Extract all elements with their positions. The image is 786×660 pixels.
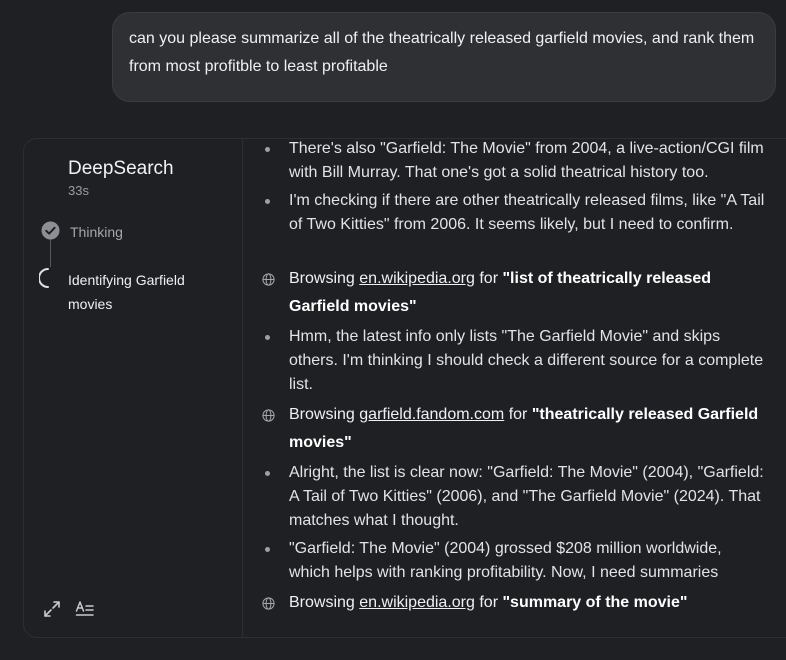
browse-for: for (479, 270, 499, 287)
text-format-icon[interactable] (75, 600, 95, 618)
bullet-dot (265, 147, 270, 152)
search-query: "theatrically released Garfield movies" (289, 406, 759, 451)
deepsearch-title: DeepSearch (68, 158, 174, 179)
globe-icon (262, 409, 275, 422)
search-query: "list of theatrically released Garfield movies" (289, 270, 712, 315)
expand-icon[interactable] (43, 600, 61, 618)
step-identifying-movies[interactable]: Identifying Garfield movies (68, 272, 185, 312)
source-link[interactable]: en.wikipedia.org (359, 270, 475, 287)
log-item: Hmm, the latest info only lists "The Garfield Movie" and skips others. I'm thinking I should check a different source for a complete list. (289, 328, 764, 393)
elapsed-time: 33s (68, 183, 89, 198)
deepsearch-panel (23, 138, 786, 638)
step-connector (50, 239, 51, 267)
user-message-bubble: can you please summarize all of the theatrically released garfield movies, and rank them from most profitble to least profitable (112, 12, 776, 102)
browse-prefix: Browsing (289, 594, 355, 611)
log-item: "Garfield: The Movie" (2004) grossed $208 million worldwide, which helps with ranking profitability. Now, I need summaries (289, 540, 722, 581)
spinner-icon (39, 267, 61, 289)
thinking-log (243, 139, 786, 637)
bullet-dot (265, 471, 270, 476)
log-item: I'm checking if there are other theatrically released films, like "A Tail of Two Kitties" from 2006. It seems likely, but I need to confirm. (289, 192, 765, 233)
browse-for: for (479, 594, 499, 611)
browse-item (289, 589, 765, 617)
search-query: "summary of the movie" (502, 594, 688, 611)
log-item: There's also "Garfield: The Movie" from 2004, a live-action/CGI film with Bill Murray. That one's got a solid theatrical history too. (289, 140, 764, 181)
bullet-dot (265, 547, 270, 552)
bullet-dot (265, 335, 270, 340)
browse-prefix: Browsing (289, 406, 355, 423)
log-item: Alright, the list is clear now: "Garfield: The Movie" (2004), "Garfield: A Tail of Two Kitties" (2006), and "The Garfield Movie" (2024). That matches what I thought. (289, 464, 764, 529)
browse-item (289, 265, 765, 321)
source-link[interactable]: en.wikipedia.org (359, 594, 475, 611)
globe-icon (262, 273, 275, 286)
browse-item (289, 401, 765, 457)
check-circle-icon (41, 221, 60, 240)
deepsearch-sidebar (24, 139, 243, 637)
browse-for: for (508, 406, 528, 423)
source-link[interactable]: garfield.fandom.com (359, 406, 505, 423)
browse-prefix: Browsing (289, 270, 355, 287)
bullet-dot (265, 199, 270, 204)
globe-icon (262, 597, 275, 610)
step-thinking[interactable]: Thinking (70, 224, 123, 240)
